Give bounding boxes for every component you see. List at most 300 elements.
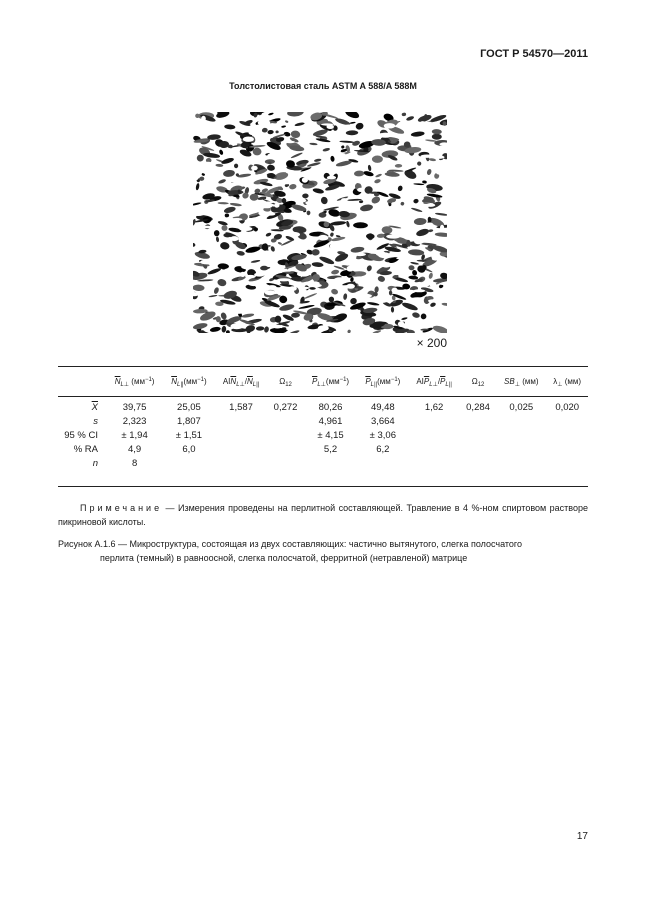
pearlite-grain (391, 307, 394, 313)
pearlite-grain (288, 329, 300, 333)
ferrite-patch (251, 166, 258, 171)
ferrite-patch (411, 298, 418, 304)
pearlite-grain (268, 112, 274, 115)
pearlite-grain (377, 275, 386, 283)
pearlite-grain (372, 330, 381, 333)
ferrite-patch (318, 325, 329, 331)
ferrite-patch (244, 233, 257, 237)
header-ai-p: $AI\overline{P}_{L\perp}/\overline{P}_{L||}$ (416, 376, 452, 388)
row-label: % RA (73, 443, 98, 455)
cell-ai-n (215, 428, 268, 442)
cell-lambda (546, 414, 588, 428)
pearlite-grain (341, 145, 345, 149)
ferrite-patch (392, 270, 401, 275)
pearlite-grain (260, 266, 268, 271)
pearlite-grain (306, 210, 310, 215)
pearlite-grain (217, 278, 227, 287)
pearlite-grain (413, 183, 424, 185)
ferrite-patch (267, 153, 277, 157)
ferrite-patch (263, 201, 273, 203)
caption-line-1: Рисунок А.1.6 — Микроструктура, состоящая из двух составляющих: частично вытянутого, слегка полосчатого (58, 539, 523, 549)
cell-pl-par: 3,664 (370, 415, 395, 427)
ferrite-patch (297, 271, 310, 276)
ferrite-patch (439, 283, 447, 285)
pearlite-grain (256, 326, 265, 330)
ferrite-patch (274, 203, 279, 207)
micrograph-pattern (193, 112, 447, 333)
ferrite-patch (261, 239, 266, 244)
ferrite-patch (232, 260, 243, 264)
pearlite-grain (441, 302, 447, 306)
ferrite-patch (260, 204, 273, 208)
ferrite-patch (441, 291, 447, 294)
ferrite-patch (332, 153, 345, 156)
pearlite-grain (309, 142, 317, 145)
pearlite-grain (366, 233, 375, 239)
ferrite-patch (214, 169, 219, 171)
cell-pl-perp (304, 456, 358, 470)
ferrite-patch (243, 306, 249, 309)
pearlite-grain (349, 121, 355, 124)
ferrite-patch (398, 321, 404, 327)
pearlite-grain (395, 164, 402, 168)
pearlite-grain (213, 287, 220, 295)
pearlite-grain (359, 200, 364, 203)
table-row (58, 442, 588, 456)
pearlite-grain (401, 317, 408, 320)
pearlite-grain (278, 242, 283, 246)
note-text: — Измерения проведены на перлитной составляющей. Травление в 4 %-ном спиртовом растворе пикриновой кислоты. (58, 503, 588, 527)
pearlite-grain (370, 195, 381, 204)
ferrite-patch (266, 213, 275, 216)
ferrite-patch (239, 227, 252, 231)
ferrite-patch (357, 188, 365, 192)
ferrite-patch (346, 284, 355, 289)
page-number: 17 (576, 831, 588, 842)
pearlite-grain (411, 269, 417, 276)
pearlite-grain (381, 226, 392, 234)
table-top-rule (58, 366, 588, 367)
ferrite-patch (231, 323, 243, 329)
cell-pl-par: ± 3,06 (369, 429, 396, 441)
ferrite-patch (379, 133, 391, 138)
ferrite-patch (431, 162, 440, 165)
pearlite-grain (413, 198, 419, 204)
pearlite-grain (201, 173, 205, 177)
ferrite-patch (375, 297, 389, 303)
ferrite-patch (265, 290, 276, 295)
pearlite-grain (234, 163, 239, 168)
header-nl-perp: $\overline{N}_{L\perp}$ $(мм^{-1})$ (114, 376, 155, 388)
ferrite-patch (193, 292, 199, 296)
pearlite-grain (360, 204, 374, 213)
pearlite-grain (303, 292, 317, 299)
header-omega-2: $\Omega_{12}$ (471, 376, 485, 388)
pearlite-grain (374, 286, 379, 293)
cell-nl-par: ± 1,51 (175, 429, 203, 441)
ferrite-patch (258, 211, 265, 216)
ferrite-patch (341, 198, 348, 201)
ferrite-patch (414, 322, 421, 326)
ferrite-patch (289, 286, 297, 291)
ferrite-patch (338, 176, 346, 181)
pearlite-grain (208, 295, 217, 298)
ferrite-patch (304, 175, 315, 178)
ferrite-patch (378, 252, 390, 258)
cell-lambda (546, 456, 588, 470)
header-sb: $SB_\perp$ (мм) (504, 376, 539, 388)
cell-ai-p (408, 456, 460, 470)
pearlite-grain (251, 259, 261, 263)
pearlite-grain (417, 161, 421, 165)
ferrite-patch (384, 123, 396, 128)
pearlite-grain (345, 145, 351, 153)
pearlite-grain (221, 157, 235, 165)
pearlite-grain (193, 242, 196, 247)
micrograph-image (193, 112, 447, 333)
ferrite-patch (330, 149, 341, 152)
ferrite-patch (428, 299, 439, 302)
ferrite-patch (327, 176, 336, 180)
cell-pl-perp: 4,961 (318, 415, 343, 427)
pearlite-grain (346, 130, 359, 135)
pearlite-grain (410, 262, 419, 266)
ferrite-patch (354, 276, 366, 281)
ferrite-patch (419, 121, 426, 127)
row-label: $\overline{X}$ (91, 401, 98, 413)
pearlite-grain (267, 164, 276, 171)
pearlite-grain (262, 127, 269, 133)
pearlite-grain (385, 172, 400, 178)
table-spacer-row (58, 392, 588, 400)
pearlite-grain (221, 326, 226, 333)
pearlite-grain (366, 265, 373, 272)
pearlite-grain (320, 196, 328, 205)
ferrite-patch (426, 223, 434, 229)
pearlite-grain (420, 313, 427, 320)
pearlite-grain (426, 168, 432, 175)
cell-omega-2 (460, 428, 496, 442)
header-pl-perp: $\overline{P}_{L\perp}(мм^{-1})$ (311, 376, 350, 388)
magnification-label: × 200 (416, 336, 447, 350)
pearlite-grain (265, 232, 272, 237)
cell-ai-p (408, 428, 460, 442)
ferrite-patch (288, 232, 300, 237)
cell-pl-par (357, 456, 408, 470)
cell-sb (496, 428, 546, 442)
pearlite-grain (195, 183, 200, 191)
pearlite-grain (372, 155, 383, 162)
ferrite-patch (318, 235, 329, 241)
pearlite-grain (291, 312, 300, 317)
ferrite-patch (310, 281, 320, 285)
ferrite-patch (231, 218, 243, 221)
cell-pl-perp: ± 4,15 (317, 429, 344, 441)
cell-ai-n (215, 456, 268, 470)
figure-title: Толстолистовая сталь ASTM A 588/A 588M (229, 81, 417, 91)
cell-nl-perp: 8 (131, 457, 138, 469)
cell-sb (496, 414, 546, 428)
ferrite-patch (305, 201, 314, 205)
pearlite-grain (214, 230, 220, 236)
pearlite-grain (415, 228, 429, 238)
row-label: 95 % CI (64, 429, 98, 441)
pearlite-grain (322, 147, 330, 152)
ferrite-patch (334, 277, 346, 281)
pearlite-grain (339, 140, 354, 143)
ferrite-patch (404, 135, 415, 140)
ferrite-patch (421, 155, 434, 158)
row-label: n (92, 457, 98, 469)
pearlite-grain (432, 324, 447, 333)
table-header-row (58, 372, 588, 392)
ferrite-patch (426, 203, 435, 207)
pearlite-grain (330, 232, 335, 237)
pearlite-grain (294, 122, 305, 127)
pearlite-grain (230, 202, 242, 206)
ferrite-patch (414, 239, 423, 244)
pearlite-grain (363, 170, 374, 177)
ferrite-patch (239, 207, 249, 209)
ferrite-patch (315, 302, 320, 305)
cell-pl-par: 6,2 (376, 443, 390, 455)
pearlite-grain (401, 112, 406, 116)
pearlite-grain (281, 125, 286, 128)
cell-omega-2 (460, 414, 496, 428)
ferrite-patch (414, 195, 419, 198)
pearlite-grain (285, 120, 289, 123)
pearlite-grain (435, 232, 447, 237)
ferrite-patch (254, 273, 265, 277)
ferrite-patch (277, 278, 290, 281)
pearlite-grain (209, 326, 221, 332)
pearlite-grain (219, 149, 224, 155)
note-label: Примечание (80, 503, 163, 513)
cell-nl-par: 1,807 (177, 415, 201, 427)
pearlite-grain (221, 225, 227, 231)
cell-omega-1 (267, 456, 303, 470)
cell-nl-perp: 2,323 (122, 415, 147, 427)
pearlite-grain (264, 326, 270, 333)
pearlite-grain (355, 122, 365, 131)
pearlite-grain (367, 165, 371, 172)
ferrite-patch (204, 162, 212, 165)
pearlite-grain (411, 207, 423, 213)
pearlite-grain (216, 236, 220, 242)
ferrite-patch (248, 290, 256, 294)
pearlite-grain (408, 275, 418, 280)
ferrite-patch (267, 285, 276, 290)
ferrite-patch (257, 293, 264, 298)
ferrite-patch (246, 159, 252, 164)
pearlite-grain (422, 180, 427, 184)
ferrite-patch (284, 181, 290, 184)
header-pl-par: $\overline{P}_{L||}(мм^{-1})$ (365, 376, 401, 388)
pearlite-grain (330, 156, 335, 163)
pearlite-grain (312, 187, 324, 194)
ferrite-patch (441, 209, 447, 212)
cell-sb (496, 456, 546, 470)
ferrite-patch (386, 234, 400, 238)
pearlite-grain (267, 130, 274, 135)
pearlite-grain (430, 302, 437, 308)
pearlite-grain (236, 250, 245, 256)
cell-nl-par: 25,05 (177, 401, 201, 413)
ferrite-patch (330, 243, 336, 249)
cell-ai-n: 1,587 (229, 401, 253, 413)
cell-pl-perp: 5,2 (323, 443, 338, 455)
pearlite-grain (330, 288, 338, 295)
ferrite-patch (200, 260, 213, 265)
ferrite-patch (255, 174, 268, 178)
ferrite-patch (300, 287, 309, 290)
cell-lambda (546, 442, 588, 456)
cell-lambda: 0,020 (555, 401, 580, 413)
pearlite-grain (253, 148, 262, 156)
cell-ai-p (408, 442, 460, 456)
pearlite-grain (414, 218, 427, 226)
pearlite-grain (196, 154, 204, 162)
cell-nl-perp: 4,9 (127, 443, 142, 455)
cell-omega-2 (460, 456, 496, 470)
ferrite-patch (400, 156, 408, 159)
cell-ai-n (215, 414, 268, 428)
ferrite-patch (440, 225, 444, 231)
ferrite-patch (432, 257, 440, 261)
table-row (58, 400, 588, 414)
cell-sb: 0,025 (509, 401, 534, 413)
pearlite-grain (215, 164, 223, 167)
pearlite-grain (287, 112, 304, 117)
pearlite-grain (224, 213, 229, 218)
pearlite-grain (353, 222, 368, 228)
pearlite-grain (302, 193, 308, 198)
ferrite-patch (286, 172, 298, 174)
table-bottom-rule (58, 486, 588, 487)
pearlite-grain (311, 249, 319, 256)
cell-nl-perp: ± 1,94 (121, 429, 148, 441)
ferrite-patch (273, 257, 284, 261)
ferrite-patch (249, 131, 260, 136)
pearlite-grain (241, 313, 254, 318)
ferrite-patch (285, 141, 295, 144)
pearlite-grain (354, 170, 364, 176)
ferrite-patch (392, 202, 400, 204)
pearlite-grain (406, 115, 415, 121)
cell-omega-2 (460, 442, 496, 456)
cell-nl-perp: 39,75 (122, 401, 147, 413)
pearlite-grain (307, 162, 321, 168)
ferrite-patch (212, 307, 221, 311)
standard-designation: ГОСТ Р 54570—2011 (480, 48, 588, 60)
ferrite-patch (258, 120, 271, 126)
table-row (58, 414, 588, 428)
ferrite-patch (243, 137, 254, 142)
pearlite-grain (397, 185, 403, 192)
pearlite-grain (347, 329, 351, 333)
pearlite-grain (237, 173, 251, 178)
pearlite-grain (344, 112, 360, 120)
cell-ai-p: 1,62 (424, 401, 444, 413)
cell-pl-perp: 80,26 (318, 401, 343, 413)
pearlite-grain (425, 139, 437, 142)
ferrite-patch (248, 282, 259, 287)
table-row (58, 428, 588, 442)
header-ai-n: $AI\overline{N}_{L\perp}/\overline{N}_{L||}$ (222, 376, 260, 388)
ferrite-patch (356, 178, 366, 183)
pearlite-grain (220, 312, 228, 321)
ferrite-patch (241, 264, 254, 270)
ferrite-patch (352, 254, 357, 260)
pearlite-grain (217, 220, 228, 226)
pearlite-grain (408, 249, 425, 256)
pearlite-grain (289, 183, 297, 189)
pearlite-grain (220, 241, 231, 250)
ferrite-patch (388, 181, 393, 186)
header-omega-1: $\Omega_{12}$ (279, 376, 292, 388)
ferrite-patch (351, 260, 355, 264)
ferrite-patch (201, 226, 214, 229)
ferrite-patch (320, 254, 330, 257)
ferrite-patch (370, 221, 378, 224)
pearlite-grain (218, 178, 227, 184)
pearlite-grain (314, 158, 322, 162)
pearlite-grain (343, 293, 348, 300)
ferrite-patch (231, 311, 244, 314)
cell-omega-1 (267, 428, 303, 442)
pearlite-grain (224, 124, 236, 130)
figure-caption (58, 537, 588, 565)
pearlite-grain (228, 227, 241, 233)
ferrite-patch (355, 253, 366, 256)
pearlite-grain (428, 272, 433, 279)
ferrite-patch (353, 269, 361, 271)
measurements-table (58, 372, 588, 470)
ferrite-patch (302, 177, 308, 182)
ferrite-patch (370, 211, 380, 215)
cell-nl-par (163, 456, 215, 470)
pearlite-grain (389, 298, 404, 307)
ferrite-patch (242, 291, 248, 293)
table-note (58, 501, 588, 529)
ferrite-patch (358, 296, 367, 299)
ferrite-patch (230, 236, 238, 241)
pearlite-grain (226, 330, 230, 333)
ferrite-patch (430, 282, 437, 288)
ferrite-patch (245, 275, 256, 278)
pearlite-grain (432, 129, 442, 135)
ferrite-patch (433, 155, 445, 159)
cell-ai-p (408, 414, 460, 428)
pearlite-grain (374, 178, 381, 184)
ferrite-patch (327, 125, 334, 129)
caption-line-2: перлита (темный) в равноосной, слегка полосчатой, ферритной (нетравленой) матрице (100, 553, 468, 563)
cell-omega-1 (267, 442, 303, 456)
pearlite-grain (270, 246, 276, 253)
row-label: s (93, 415, 98, 427)
pearlite-grain (290, 130, 300, 139)
cell-nl-par: 6,0 (182, 443, 196, 455)
header-nl-par: $\overline{N}_{L||}(мм^{-1})$ (171, 376, 207, 388)
header-lambda: $\lambda_\perp$ (мм) (553, 376, 582, 388)
cell-pl-par: 49,48 (370, 401, 395, 413)
pearlite-grain (223, 206, 236, 214)
cell-lambda (546, 428, 588, 442)
ferrite-patch (347, 266, 354, 272)
ferrite-patch (367, 242, 374, 248)
ferrite-patch (296, 318, 303, 321)
pearlite-grain (218, 202, 229, 205)
